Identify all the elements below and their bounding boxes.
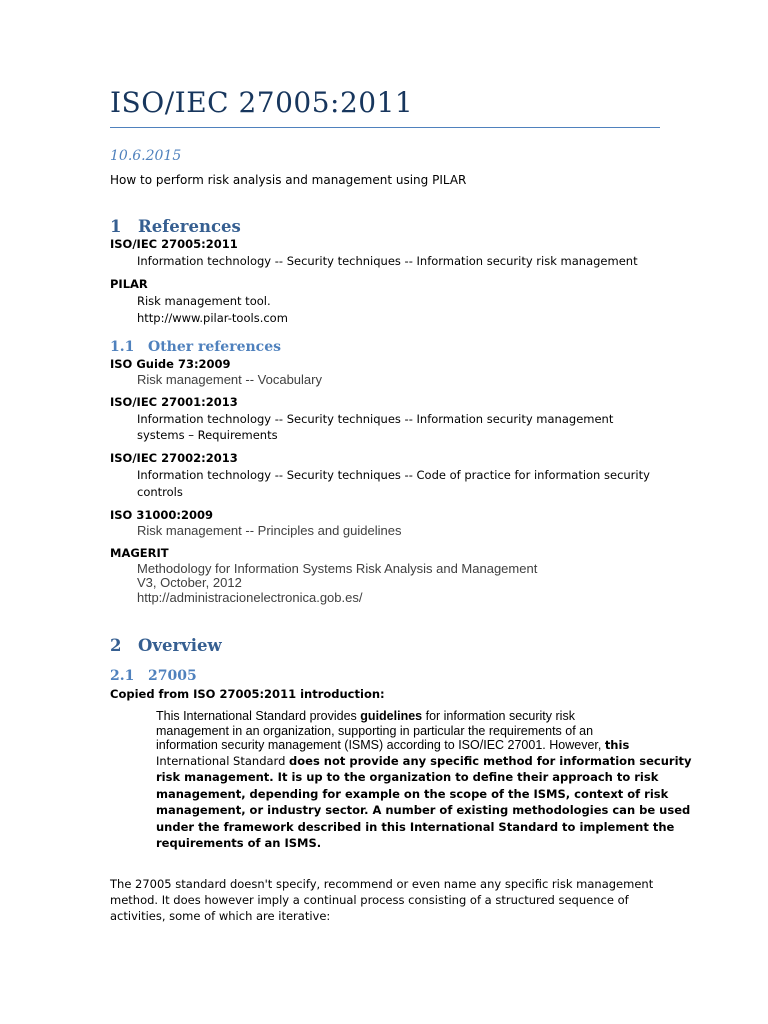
- title-underline: [110, 127, 660, 128]
- quote-intro: Copied from ISO 27005:2011 introduction:: [110, 687, 385, 701]
- ref-description: Methodology for Information Systems Risk Analysis and Management: [137, 561, 538, 576]
- closing-paragraph-line: activities, some of which are iterative:: [110, 909, 331, 923]
- quote-line: under the framework described in this International Standard to implement the: [156, 819, 675, 834]
- ref-description: Risk management tool.: [137, 294, 271, 308]
- ref-description: Risk management -- Vocabulary: [137, 372, 322, 387]
- ref-description: Information technology -- Security techniques -- Information security management: [137, 412, 614, 426]
- quote-line: management, depending for example on the scope of the ISMS, context of risk: [156, 786, 669, 801]
- ref-title: MAGERIT: [110, 546, 169, 560]
- section-1-1-number: 1.1: [110, 339, 135, 355]
- section-2-1-heading: [110, 668, 197, 684]
- ref-title: ISO Guide 73:2009: [110, 357, 231, 371]
- ref-title: ISO/IEC 27002:2013: [110, 451, 238, 465]
- section-1-title: References: [138, 217, 241, 236]
- quote-line: information security management (ISMS) according to ISO/IEC 27001. However, this: [156, 738, 630, 752]
- section-1-1-title: Other references: [148, 339, 281, 355]
- ref-title: PILAR: [110, 277, 148, 291]
- closing-paragraph-line: method. It does however imply a continual process consisting of a structured sequence of: [110, 893, 629, 907]
- ref-link[interactable]: http://www.pilar-tools.com: [137, 311, 288, 325]
- ref-description: Information technology -- Security techniques -- Code of practice for information security: [137, 468, 650, 482]
- quote-line: International Standard does not provide any specific method for information security: [156, 753, 692, 768]
- section-2-heading: [110, 636, 222, 655]
- section-1-heading: [110, 217, 241, 236]
- standard-quote: [156, 709, 692, 852]
- quote-line: requirements of an ISMS.: [156, 836, 322, 850]
- quote-line: management in an organization, supporting in particular the requirements of an: [156, 723, 594, 738]
- ref-title: ISO/IEC 27001:2013: [110, 395, 238, 409]
- ref-description: systems – Requirements: [137, 428, 278, 442]
- closing-paragraph-line: The 27005 standard doesn't specify, recommend or even name any specific risk management: [110, 877, 654, 891]
- ref-title: ISO 31000:2009: [110, 508, 213, 522]
- section-2-title: Overview: [138, 636, 222, 655]
- ref-title: ISO/IEC 27005:2011: [110, 237, 238, 251]
- document-title: ISO/IEC 27005:2011: [110, 86, 414, 119]
- ref-description: Information technology -- Security techniques -- Information security risk management: [137, 254, 638, 268]
- document-date: 10.6.2015: [110, 148, 182, 164]
- ref-description: Risk management -- Principles and guidelines: [137, 523, 402, 538]
- section-1-1-heading: [110, 339, 281, 355]
- document-subtitle: How to perform risk analysis and management using PILAR: [110, 173, 467, 187]
- section-1-number: 1: [110, 217, 122, 236]
- quote-line: management, or industry sector. A number of existing methodologies can be used: [156, 803, 691, 817]
- quote-line: risk management. It is up to the organization to define their approach to risk: [156, 770, 659, 784]
- quote-line: This International Standard provides guidelines for information security risk: [156, 709, 575, 723]
- ref-link[interactable]: http://administracionelectronica.gob.es/: [137, 590, 363, 605]
- section-2-number: 2: [110, 636, 122, 655]
- section-2-1-number: 2.1: [110, 668, 135, 684]
- ref-description: controls: [137, 485, 183, 499]
- section-2-1-title: 27005: [148, 668, 197, 684]
- ref-description: V3, October, 2012: [137, 575, 242, 590]
